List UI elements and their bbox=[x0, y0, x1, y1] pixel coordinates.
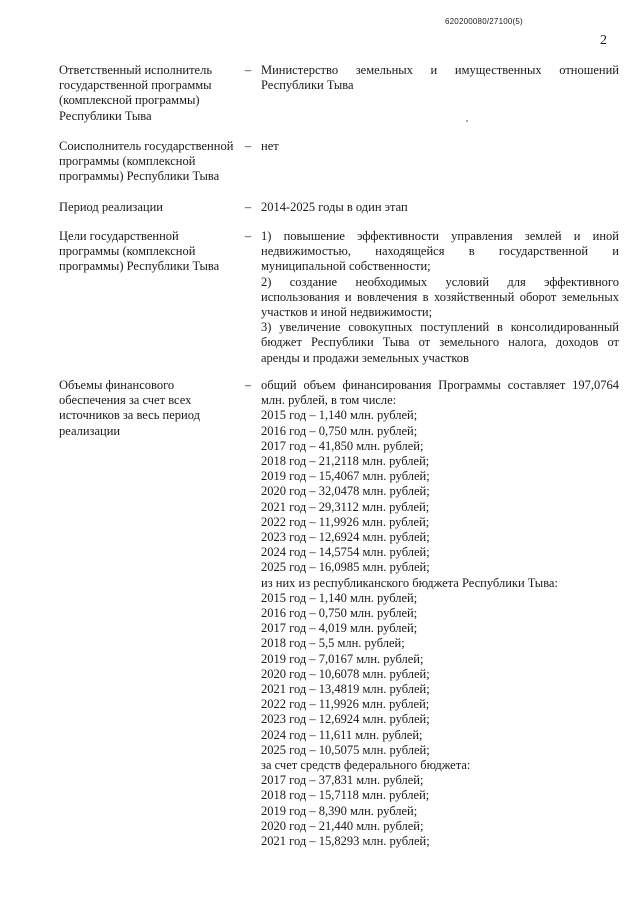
financing-line: 2019 год – 7,0167 млн. рублей; bbox=[261, 651, 424, 666]
financing-line: 2024 год – 11,611 млн. рублей; bbox=[261, 727, 423, 742]
financing-line: 2018 год – 21,2118 млн. рублей; bbox=[261, 454, 430, 469]
row-value: 2014-2025 годы в один этап bbox=[261, 200, 408, 214]
row-label: Период реализации bbox=[59, 200, 163, 214]
row-dash: – bbox=[244, 200, 252, 214]
financing-line: 2019 год – 8,390 млн. рублей; bbox=[261, 803, 418, 818]
financing-lines bbox=[261, 408, 619, 849]
row-responsible-executor bbox=[59, 63, 619, 124]
financing-line: 2020 год – 10,6078 млн. рублей; bbox=[261, 666, 430, 681]
financing-line: 2018 год – 5,5 млн. рублей; bbox=[261, 636, 405, 651]
row-co-executor bbox=[59, 139, 619, 185]
financing-line: из них из республиканского бюджета Республики Тыва: bbox=[261, 575, 558, 590]
financing-line: 2021 год – 13,4819 млн. рублей; bbox=[261, 682, 430, 697]
financing-line: 2024 год – 14,5754 млн. рублей; bbox=[261, 545, 430, 560]
row-label: Цели государственной программы (комплексной программы) Республики Тыва bbox=[59, 229, 220, 274]
row-label: Соисполнитель государственной программы (комплексной программы) Республики Тыва bbox=[59, 139, 234, 184]
financing-line: 2016 год – 0,750 млн. рублей; bbox=[261, 606, 418, 621]
financing-line: 2017 год – 41,850 млн. рублей; bbox=[261, 438, 424, 453]
financing-line: 2015 год – 1,140 млн. рублей; bbox=[261, 408, 418, 423]
financing-line: за счет средств федерального бюджета: bbox=[261, 758, 471, 773]
financing-line: 2025 год – 16,0985 млн. рублей; bbox=[261, 560, 430, 575]
financing-line: 2022 год – 11,9926 млн. рублей; bbox=[261, 697, 430, 712]
row-financing bbox=[59, 378, 619, 849]
document-code: 620200080/27100(5) bbox=[445, 17, 523, 26]
financing-line: 2023 год – 12,6924 млн. рублей; bbox=[261, 530, 430, 545]
financing-line: 2023 год – 12,6924 млн. рублей; bbox=[261, 712, 430, 727]
financing-line: 2025 год – 10,5075 млн. рублей; bbox=[261, 742, 430, 757]
goal-item: 1) повышение эффективности управления землей и иной недвижимостью, находящейся в государственной и муниципальной собственности; bbox=[261, 229, 619, 274]
row-value: нет bbox=[261, 139, 279, 153]
financing-intro: общий объем финансирования Программы составляет 197,0764 млн. рублей, в том числе: bbox=[261, 378, 619, 408]
financing-line: 2015 год – 1,140 млн. рублей; bbox=[261, 590, 418, 605]
goal-item: 3) увеличение совокупных поступлений в консолидированный бюджет Республики Тыва от земельного налога, доходов от аренды и продажи земельных участков bbox=[261, 320, 619, 365]
financing-line: 2017 год – 4,019 млн. рублей; bbox=[261, 621, 418, 636]
financing-line: 2019 год – 15,4067 млн. рублей; bbox=[261, 469, 430, 484]
financing-line: 2021 год – 29,3112 млн. рублей; bbox=[261, 499, 430, 514]
goal-item: 2) создание необходимых условий для эффективного использования и вовлечения в хозяйственный оборот земельных участков и иной недвижимости; bbox=[261, 274, 619, 320]
row-dash: – bbox=[244, 139, 252, 153]
financing-line: 2021 год – 15,8293 млн. рублей; bbox=[261, 834, 430, 849]
financing-line: 2018 год – 15,7118 млн. рублей; bbox=[261, 788, 430, 803]
row-goals bbox=[59, 229, 619, 366]
row-dash: – bbox=[244, 229, 252, 243]
row-period bbox=[59, 200, 619, 215]
row-dash: – bbox=[244, 63, 252, 77]
page-number: 2 bbox=[600, 33, 607, 48]
row-dash: – bbox=[244, 378, 252, 392]
row-label: Ответственный исполнитель государственной программы (комплексной программы) Республики Тыва bbox=[59, 63, 213, 123]
financing-line: 2016 год – 0,750 млн. рублей; bbox=[261, 423, 418, 438]
row-value bbox=[261, 378, 619, 849]
financing-line: 2020 год – 32,0478 млн. рублей; bbox=[261, 484, 430, 499]
row-value: Министерство земельных и имущественных отношений Республики Тыва bbox=[261, 63, 619, 93]
financing-line: 2022 год – 11,9926 млн. рублей; bbox=[261, 514, 430, 529]
row-label: Объемы финансового обеспечения за счет всех источников за весь период реализации bbox=[59, 378, 200, 438]
row-value bbox=[261, 229, 619, 366]
financing-line: 2020 год – 21,440 млн. рублей; bbox=[261, 818, 424, 833]
financing-line: 2017 год – 37,831 млн. рублей; bbox=[261, 773, 424, 788]
